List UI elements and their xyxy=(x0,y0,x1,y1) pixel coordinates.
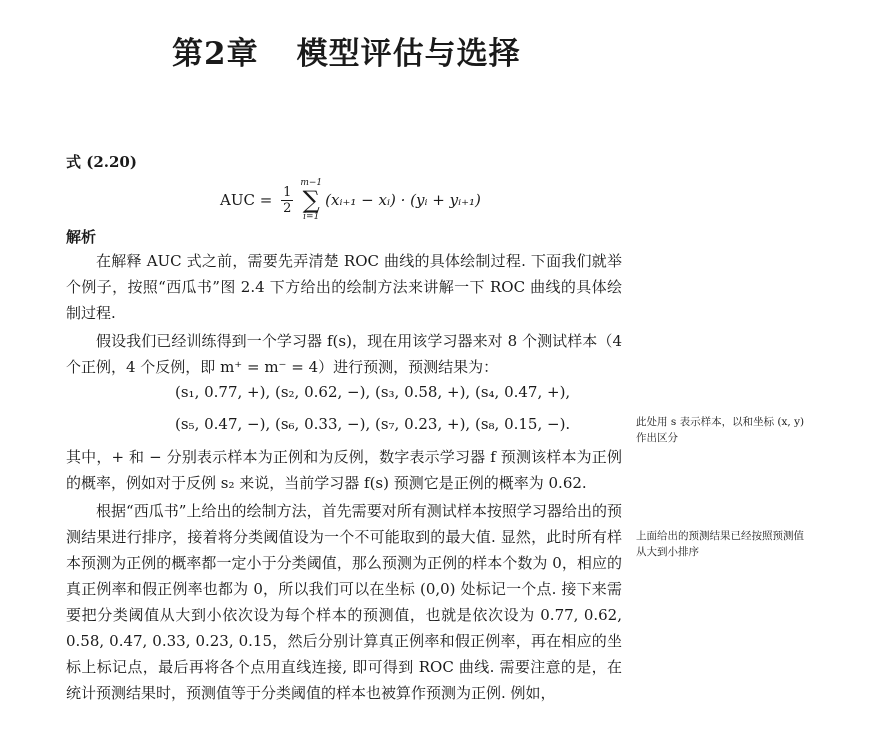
equation-label: 式 (2.20) xyxy=(66,153,137,171)
chapter-number: 第2章 xyxy=(172,36,259,72)
section-heading: 解析 xyxy=(66,228,97,246)
paragraph-example-setup: 假设我们已经训练得到一个学习器 f(s)，现在用该学习器来对 8 个测试样本（4 个正例，4 个反例，即 m⁺ = m⁻ = 4）进行预测，预测结果为： xyxy=(66,332,622,376)
chapter-title xyxy=(172,28,521,73)
fraction-denominator: 2 xyxy=(283,200,292,216)
samples-line-2: (s₅, 0.47, −), (s₆, 0.33, −), (s₇, 0.23, +), (s₈, 0.15, −). xyxy=(175,415,571,433)
auc-formula: AUC = $\frac{1}{2}$ m−1 ∑ i=1 (xᵢ₊₁ − xᵢ) · (yᵢ + yᵢ₊₁) xyxy=(220,178,481,222)
formula-fraction xyxy=(281,185,293,216)
sigma-symbol: ∑ xyxy=(302,186,320,214)
summation xyxy=(300,178,322,222)
formula-lhs: AUC xyxy=(220,191,255,209)
formula-body: (xᵢ₊₁ − xᵢ) · (yᵢ + yᵢ₊₁) xyxy=(325,191,481,209)
chapter-name: 模型评估与选择 xyxy=(296,36,521,72)
paragraph-roc-intro: 在解释 AUC 式之前，需要先弄清楚 ROC 曲线的具体绘制过程. 下面我们就举个例子，按照“西瓜书”图 2.4 下方给出的绘制方法来讲解一下 ROC 曲线的具体绘制过程. xyxy=(66,252,622,322)
summation-lower: i=1 xyxy=(303,212,320,222)
fraction-numerator: 1 xyxy=(283,184,292,200)
margin-note-sorted: 上面给出的预测结果已经按照预测值从大到小排序 xyxy=(636,530,804,558)
paragraph-drawing-method: 根据“西瓜书”上给出的绘制方法，首先需要对所有测试样本按照学习器给出的预测结果进行排序，接着将分类阈值设为一个不可能取到的最大值. 显然，此时所有样本预测为正例的概率都一定小于分类阈值，那么预测为正例的样本个数为 0，相应的真正例率和假正例率也都为 0，所以我们可以在坐标 (0,0) 处标记一个点. 接下来需要把分类阈值从大到小依次设为每个样本的预测值，也就是依次设为 0.77, 0.62, 0.58, 0.47, 0.33, 0.23, 0.15，然后分别计算真正例率和假正例率，再在相应的坐标上标记点，最后再将各个点用直线连接, 即可得到 ROC 曲线. 需要注意的是，在统计预测结果时，预测值等于分类阈值的样本也被算作预测为正例. 例如， xyxy=(66,502,622,702)
paragraph-sample-explanation: 其中，+ 和 − 分别表示样本为正例和为反例，数字表示学习器 f 预测该样本为正例的概率，例如对于反例 s₂ 来说，当前学习器 f(s) 预测它是正例的概率为 0.62. xyxy=(66,448,622,492)
summation-upper: m−1 xyxy=(300,178,323,188)
margin-note-notation: 此处用 s 表示样本，以和坐标 (x, y) 作出区分 xyxy=(636,416,805,444)
samples-line-1: (s₁, 0.77, +), (s₂, 0.62, −), (s₃, 0.58, +), (s₄, 0.47, +), xyxy=(175,383,571,401)
